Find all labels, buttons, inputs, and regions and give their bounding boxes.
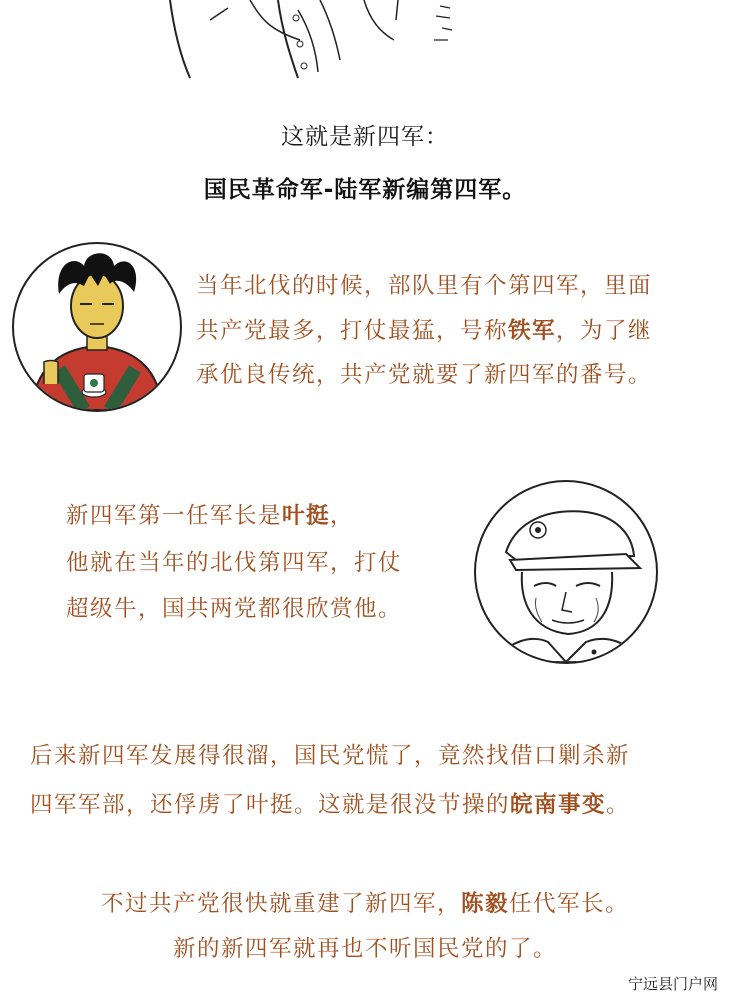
top-sketch-illustration: [150, 0, 510, 82]
highlight-chen-yi: 陈毅: [460, 891, 509, 917]
paragraph-line: 新的新四军就再也不听国民党的了。: [172, 935, 557, 962]
paragraph-line: [196, 313, 653, 344]
paragraph-ye-ting: [66, 498, 403, 622]
text-span: 任代军长。: [509, 891, 630, 917]
text-span: 新四军第一任军长是: [66, 503, 283, 529]
narrator-illustration: [14, 244, 180, 410]
page-title-line2: 国民革命军-陆军新编第四军。: [203, 177, 527, 203]
page-title-line1: 这就是新四军：: [281, 124, 449, 150]
text-span: 共产党最多，打仗最猛，号称: [196, 317, 509, 344]
paragraph-north-expedition: [196, 268, 653, 388]
text-span: 不过共产党很快就重建了新四军，: [100, 891, 461, 917]
portrait-sketch: [476, 482, 656, 662]
paragraph-wannan-incident: [30, 738, 631, 818]
paragraph-line: 当年北伐的时候，部队里有个第四军，里面: [196, 273, 653, 299]
site-watermark: 宁远县门户网: [627, 975, 718, 993]
text-span: 四军军部，还俘虏了叶挺。这就是很没节操的: [30, 791, 511, 818]
text-span: 。: [606, 791, 631, 818]
paragraph-line: [0, 886, 730, 917]
paragraph-line: [30, 787, 631, 818]
highlight-iron-army: 铁军: [508, 317, 557, 344]
paragraph-line: 后来新四军发展得很溜，国民党慌了，竟然找借口剿杀新: [30, 743, 631, 769]
text-span: ，: [330, 503, 355, 529]
paragraph-line: 承优良传统，共产党就要了新四军的番号。: [196, 362, 653, 388]
ye-ting-portrait: [474, 480, 658, 664]
narrator-avatar: [12, 242, 182, 412]
paragraph-line: 他就在当年的北伐第四军，打仗: [66, 549, 403, 576]
paragraph-line: 超级牛，国共两党都很欣赏他。: [66, 596, 403, 622]
highlight-ye-ting: 叶挺: [282, 503, 331, 529]
paragraph-chen-yi: [0, 886, 730, 962]
paragraph-line: [66, 498, 402, 529]
text-span: ，为了继: [556, 317, 653, 344]
highlight-wannan-incident: 皖南事变: [510, 791, 607, 818]
